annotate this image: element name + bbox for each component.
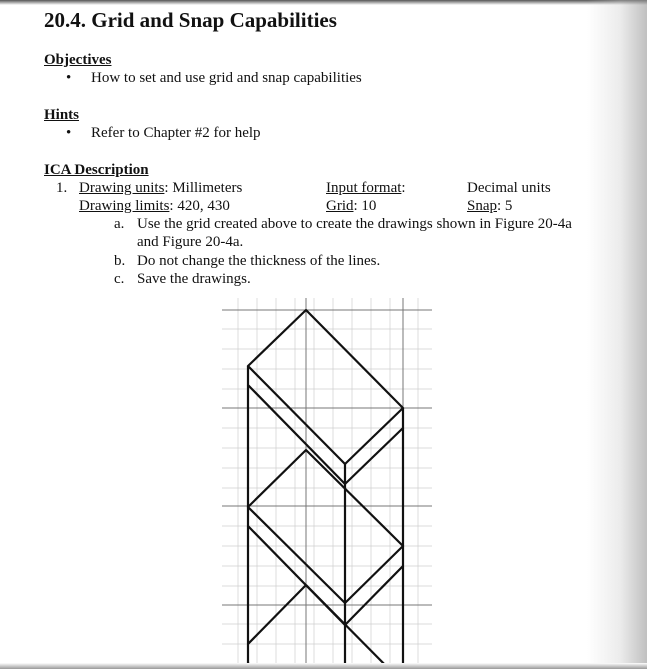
grid-setting: [326, 198, 376, 215]
grid-label: Grid: [326, 198, 354, 214]
drawing-limits-value: : 420, 430: [169, 198, 230, 214]
page-edge-right: [587, 0, 647, 669]
hints-heading: Hints: [44, 107, 80, 123]
objective-item: • How to set and use grid and snap capabilities: [66, 70, 337, 87]
step-b-text: Do not change the thickness of the lines.: [137, 253, 381, 269]
grid-value: : 10: [353, 198, 377, 214]
major-grid: [222, 298, 432, 669]
drawing-limits: [79, 198, 230, 215]
page-edge-top: [0, 0, 647, 5]
snap-setting: [467, 198, 512, 215]
step-a-marker: a.: [114, 216, 125, 232]
block-edges: [248, 310, 403, 669]
input-format-label: Input format: [326, 180, 402, 196]
snap-value: : 5: [497, 198, 513, 214]
input-format-colon: :: [401, 180, 406, 196]
section-title: 20.4. Grid and Snap Capabilities: [44, 8, 337, 32]
drawing-units: [79, 180, 242, 197]
isometric-grid-drawing: [222, 298, 432, 669]
snap-label: Snap: [467, 198, 497, 214]
step-c-text: Save the drawings.: [137, 271, 251, 287]
step-a-text: Use the grid created above to create the drawings shown in Figure 20-4a: [137, 216, 572, 232]
input-format-value: Decimal units: [467, 180, 551, 196]
objectives-heading: Objectives: [44, 52, 112, 68]
page-edge-bottom: [0, 663, 647, 669]
step-b-marker: b.: [114, 253, 126, 269]
fine-grid: [222, 298, 432, 669]
drawing-units-value: : Millimeters: [164, 180, 243, 196]
ica-item-number: 1.: [56, 180, 68, 196]
step-a-text-continued: and Figure 20-4a.: [137, 234, 244, 250]
input-format: [326, 180, 406, 197]
drawing-limits-label: Drawing limits: [79, 198, 170, 214]
drawing-units-label: Drawing units: [79, 180, 165, 196]
hint-item: • Refer to Chapter #2 for help: [66, 125, 236, 142]
ica-heading: ICA Description: [44, 162, 149, 178]
step-c-marker: c.: [114, 271, 125, 287]
